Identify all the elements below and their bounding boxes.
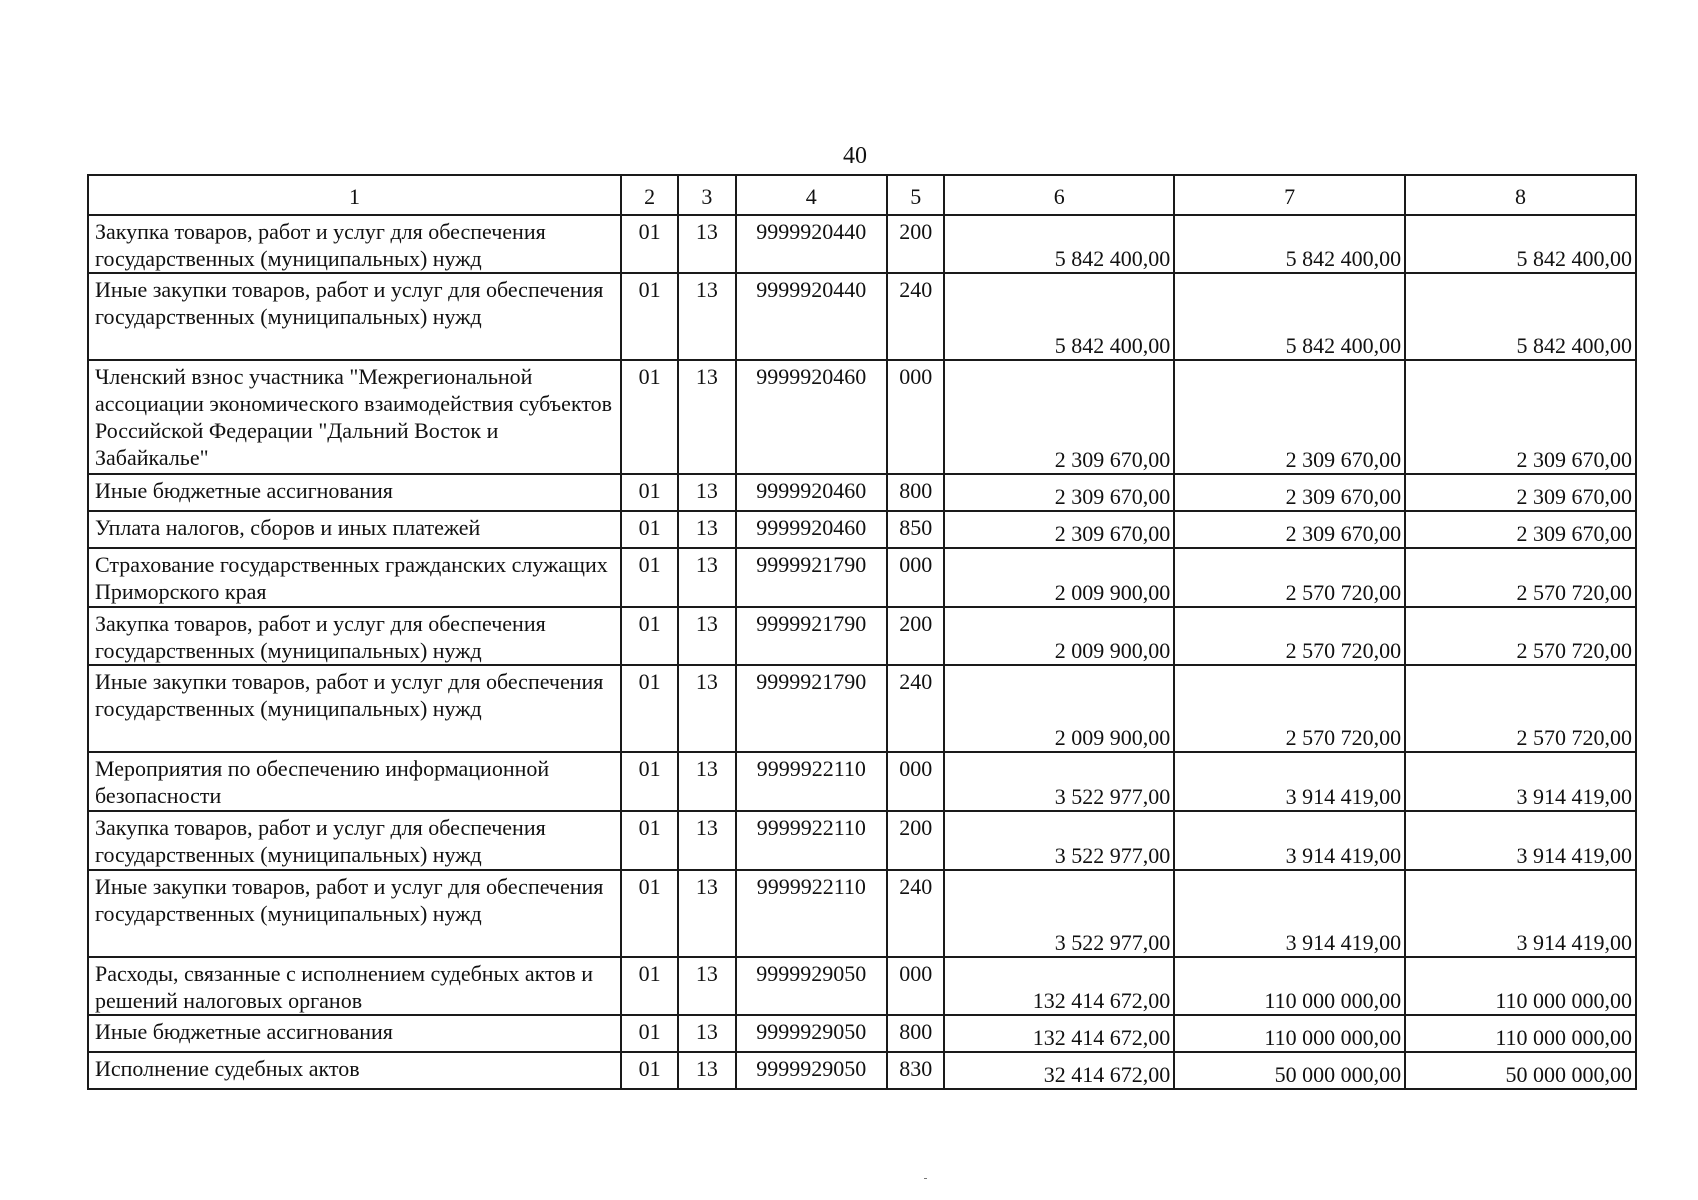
table-row xyxy=(88,870,1636,957)
subsection-code: 13 xyxy=(678,548,735,607)
expense-type-code: 200 xyxy=(887,811,944,870)
target-article-code: 9999920460 xyxy=(736,511,888,548)
expense-type-code: 200 xyxy=(887,607,944,665)
subsection-code: 13 xyxy=(678,273,735,360)
section-code: 01 xyxy=(621,957,678,1015)
target-article-code: 9999921790 xyxy=(736,607,888,665)
table-row xyxy=(88,1052,1636,1089)
subsection-code: 13 xyxy=(678,360,735,474)
section-code: 01 xyxy=(621,273,678,360)
section-code: 01 xyxy=(621,1052,678,1089)
expense-name: Расходы, связанные с исполнением судебных актов и решений налоговых органов xyxy=(88,957,621,1015)
amount-col-7: 2 570 720,00 xyxy=(1174,607,1405,665)
amount-col-6: 2 309 670,00 xyxy=(944,474,1174,511)
table-row xyxy=(88,607,1636,665)
expense-type-code: 800 xyxy=(887,474,944,511)
table-row xyxy=(88,215,1636,273)
amount-col-7: 2 309 670,00 xyxy=(1174,511,1405,548)
section-code: 01 xyxy=(621,215,678,273)
expense-type-code: 800 xyxy=(887,1015,944,1052)
page-number: 40 xyxy=(843,143,867,169)
table-row xyxy=(88,548,1636,607)
expense-name: Иные закупки товаров, работ и услуг для обеспечения государственных (муниципальных) нужд xyxy=(88,273,621,360)
section-code: 01 xyxy=(621,548,678,607)
target-article-code: 9999920440 xyxy=(736,273,888,360)
amount-col-6: 3 522 977,00 xyxy=(944,752,1174,811)
amount-col-7: 2 570 720,00 xyxy=(1174,548,1405,607)
amount-col-8: 110 000 000,00 xyxy=(1405,957,1636,1015)
amount-col-8: 5 842 400,00 xyxy=(1405,215,1636,273)
amount-col-6: 3 522 977,00 xyxy=(944,870,1174,957)
expense-type-code: 830 xyxy=(887,1052,944,1089)
amount-col-8: 50 000 000,00 xyxy=(1405,1052,1636,1089)
expense-name: Мероприятия по обеспечению информационной безопасности xyxy=(88,752,621,811)
amount-col-7: 3 914 419,00 xyxy=(1174,811,1405,870)
amount-col-6: 32 414 672,00 xyxy=(944,1052,1174,1089)
amount-col-8: 2 309 670,00 xyxy=(1405,360,1636,474)
subsection-code: 13 xyxy=(678,752,735,811)
table-row xyxy=(88,665,1636,752)
table-row xyxy=(88,360,1636,474)
subsection-code: 13 xyxy=(678,811,735,870)
table-row xyxy=(88,1015,1636,1052)
section-code: 01 xyxy=(621,870,678,957)
expense-type-code: 850 xyxy=(887,511,944,548)
subsection-code: 13 xyxy=(678,607,735,665)
expense-type-code: 000 xyxy=(887,360,944,474)
expense-name: Исполнение судебных актов xyxy=(88,1052,621,1089)
expense-name: Иные бюджетные ассигнования xyxy=(88,474,621,511)
amount-col-7: 50 000 000,00 xyxy=(1174,1052,1405,1089)
target-article-code: 9999922110 xyxy=(736,811,888,870)
expense-name: Закупка товаров, работ и услуг для обеспечения государственных (муниципальных) нужд xyxy=(88,215,621,273)
target-article-code: 9999921790 xyxy=(736,665,888,752)
subsection-code: 13 xyxy=(678,957,735,1015)
column-header: 4 xyxy=(736,175,888,215)
column-header: 8 xyxy=(1405,175,1636,215)
expense-name: Иные закупки товаров, работ и услуг для обеспечения государственных (муниципальных) нужд xyxy=(88,870,621,957)
expense-type-code: 000 xyxy=(887,752,944,811)
amount-col-7: 110 000 000,00 xyxy=(1174,957,1405,1015)
section-code: 01 xyxy=(621,607,678,665)
amount-col-6: 2 009 900,00 xyxy=(944,548,1174,607)
column-header: 3 xyxy=(678,175,735,215)
column-header: 2 xyxy=(621,175,678,215)
table-row xyxy=(88,474,1636,511)
column-header: 1 xyxy=(88,175,621,215)
table-row xyxy=(88,273,1636,360)
target-article-code: 9999922110 xyxy=(736,752,888,811)
expense-type-code: 000 xyxy=(887,548,944,607)
subsection-code: 13 xyxy=(678,215,735,273)
subsection-code: 13 xyxy=(678,1015,735,1052)
target-article-code: 9999929050 xyxy=(736,957,888,1015)
amount-col-8: 2 570 720,00 xyxy=(1405,548,1636,607)
amount-col-6: 2 309 670,00 xyxy=(944,360,1174,474)
expense-type-code: 240 xyxy=(887,273,944,360)
target-article-code: 9999920460 xyxy=(736,474,888,511)
section-code: 01 xyxy=(621,811,678,870)
section-code: 01 xyxy=(621,360,678,474)
target-article-code: 9999921790 xyxy=(736,548,888,607)
target-article-code: 9999920440 xyxy=(736,215,888,273)
amount-col-7: 2 309 670,00 xyxy=(1174,360,1405,474)
amount-col-6: 132 414 672,00 xyxy=(944,1015,1174,1052)
amount-col-7: 5 842 400,00 xyxy=(1174,273,1405,360)
budget-table xyxy=(87,174,1637,1090)
amount-col-6: 2 309 670,00 xyxy=(944,511,1174,548)
table-row xyxy=(88,511,1636,548)
subsection-code: 13 xyxy=(678,474,735,511)
expense-name: Закупка товаров, работ и услуг для обеспечения государственных (муниципальных) нужд xyxy=(88,607,621,665)
target-article-code: 9999922110 xyxy=(736,870,888,957)
amount-col-7: 110 000 000,00 xyxy=(1174,1015,1405,1052)
expense-name: Иные бюджетные ассигнования xyxy=(88,1015,621,1052)
section-code: 01 xyxy=(621,511,678,548)
expense-name: Страхование государственных гражданских служащих Приморского края xyxy=(88,548,621,607)
amount-col-7: 2 309 670,00 xyxy=(1174,474,1405,511)
table-row xyxy=(88,957,1636,1015)
amount-col-8: 110 000 000,00 xyxy=(1405,1015,1636,1052)
amount-col-8: 2 570 720,00 xyxy=(1405,665,1636,752)
column-header: 6 xyxy=(944,175,1174,215)
column-header: 5 xyxy=(887,175,944,215)
section-code: 01 xyxy=(621,474,678,511)
expense-type-code: 200 xyxy=(887,215,944,273)
expense-name: Уплата налогов, сборов и иных платежей xyxy=(88,511,621,548)
amount-col-6: 132 414 672,00 xyxy=(944,957,1174,1015)
expense-type-code: 240 xyxy=(887,870,944,957)
amount-col-6: 3 522 977,00 xyxy=(944,811,1174,870)
subsection-code: 13 xyxy=(678,1052,735,1089)
section-code: 01 xyxy=(621,752,678,811)
expense-name: Иные закупки товаров, работ и услуг для обеспечения государственных (муниципальных) нужд xyxy=(88,665,621,752)
section-code: 01 xyxy=(621,1015,678,1052)
expense-name: Закупка товаров, работ и услуг для обеспечения государственных (муниципальных) нужд xyxy=(88,811,621,870)
section-code: 01 xyxy=(621,665,678,752)
column-header: 7 xyxy=(1174,175,1405,215)
amount-col-7: 3 914 419,00 xyxy=(1174,870,1405,957)
amount-col-7: 5 842 400,00 xyxy=(1174,215,1405,273)
subsection-code: 13 xyxy=(678,665,735,752)
expense-type-code: 240 xyxy=(887,665,944,752)
scan-speck xyxy=(924,1178,927,1179)
amount-col-6: 5 842 400,00 xyxy=(944,215,1174,273)
table-row xyxy=(88,811,1636,870)
amount-col-7: 3 914 419,00 xyxy=(1174,752,1405,811)
amount-col-8: 2 309 670,00 xyxy=(1405,511,1636,548)
expense-type-code: 000 xyxy=(887,957,944,1015)
amount-col-8: 5 842 400,00 xyxy=(1405,273,1636,360)
amount-col-7: 2 570 720,00 xyxy=(1174,665,1405,752)
amount-col-6: 5 842 400,00 xyxy=(944,273,1174,360)
amount-col-6: 2 009 900,00 xyxy=(944,607,1174,665)
amount-col-8: 2 309 670,00 xyxy=(1405,474,1636,511)
amount-col-8: 3 914 419,00 xyxy=(1405,752,1636,811)
target-article-code: 9999920460 xyxy=(736,360,888,474)
expense-name: Членский взнос участника "Межрегиональной ассоциации экономического взаимодействия субъектов Российской Федерации "Дальний Восток и Забайкалье" xyxy=(88,360,621,474)
target-article-code: 9999929050 xyxy=(736,1052,888,1089)
amount-col-8: 3 914 419,00 xyxy=(1405,811,1636,870)
amount-col-8: 2 570 720,00 xyxy=(1405,607,1636,665)
table-header-row xyxy=(88,175,1636,215)
subsection-code: 13 xyxy=(678,870,735,957)
target-article-code: 9999929050 xyxy=(736,1015,888,1052)
amount-col-6: 2 009 900,00 xyxy=(944,665,1174,752)
subsection-code: 13 xyxy=(678,511,735,548)
amount-col-8: 3 914 419,00 xyxy=(1405,870,1636,957)
table-row xyxy=(88,752,1636,811)
